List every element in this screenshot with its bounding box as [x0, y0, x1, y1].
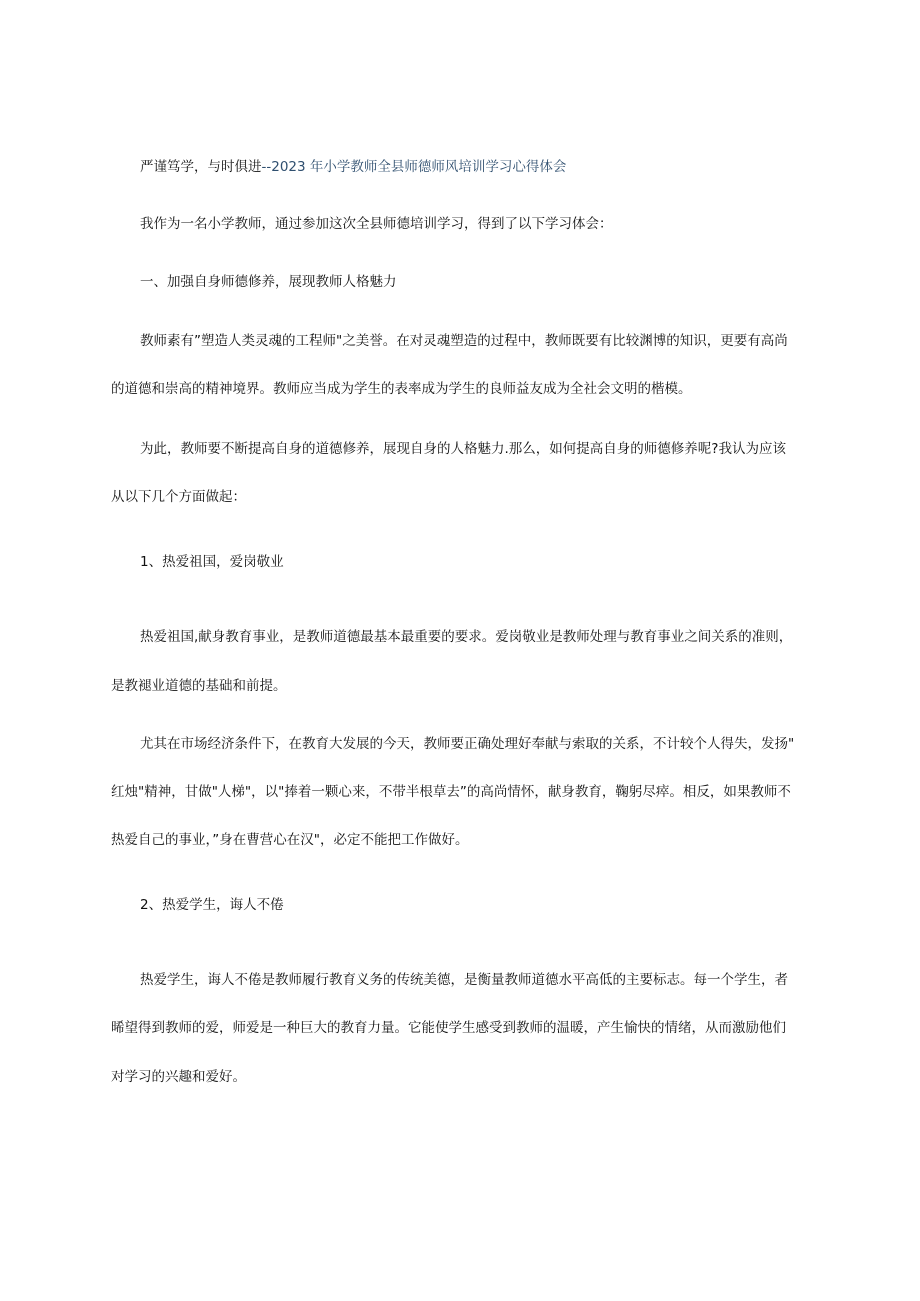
- paragraph-4-line-2: 红烛"精神，甘做"人梯"，以"捧着一颗心来，不带半根草去”的高尚情怀，献身教育，鞠躬尽瘁。相反，如果教师不: [111, 784, 791, 800]
- paragraph-5-line-1: 热爱学生，诲人不倦是教师履行教育义务的传统美德，是衡量教师道德水平高低的主要标志。每一个学生，者: [140, 972, 788, 988]
- paragraph-1-line-1: 教师素有”塑造人类灵魂的工程师"之美誉。在对灵魂塑造的过程中，教师既要有比较渊博的知识，更要有高尚: [140, 333, 788, 349]
- title-prefix: 严谨笃学，与时俱进: [140, 159, 262, 175]
- paragraph-5-line-2: 晞望得到教师的爱，师爱是一种巨大的教育力量。它能使学生感受到教师的温暖，产生愉快的情绪，从而激励他们: [111, 1020, 786, 1036]
- document-title: [140, 157, 566, 177]
- paragraph-5-line-3: 对学习的兴趣和爱好。: [111, 1069, 246, 1085]
- paragraph-1-line-2: 的道德和崇高的精神境界。教师应当成为学生的表率成为学生的良师益友成为全社会文明的楷模。: [111, 381, 692, 397]
- title-suffix: --2023 年小学教师全县师德师风培训学习心得体会: [261, 159, 567, 175]
- paragraph-4-line-3: 热爱自己的事业，”身在曹营心在汉"，必定不能把工作做好。: [111, 832, 469, 848]
- paragraph-2-line-2: 从以下几个方面做起：: [111, 489, 246, 505]
- section-heading-1: 一、加强自身师德修养，展现教师人格魅力: [140, 274, 397, 290]
- intro-paragraph: 我作为一名小学教师，通过参加这次全县师德培训学习，得到了以下学习体会：: [140, 216, 613, 232]
- paragraph-4-line-1: 尤其在市场经济条件下，在教育大发展的今天，教师要正确处理好奉献与索取的关系，不计较个人得失，发扬": [140, 736, 795, 752]
- paragraph-2-line-1: 为此，教师要不断提高自身的道德修养，展现自身的人格魅力.那么，如何提高自身的师德修养呢?我认为应该: [140, 441, 786, 457]
- paragraph-3-line-1: 热爱祖国,献身教育事业，是教师道德最基本最重要的要求。爱岗敬业是教师处理与教育事业之间关系的准则，: [140, 629, 793, 645]
- subheading-2: 2、热爱学生，诲人不倦: [140, 897, 284, 913]
- paragraph-3-line-2: 是教褪业道德的基础和前提。: [111, 678, 287, 694]
- subheading-1: 1、热爱祖国，爱岗敬业: [140, 554, 284, 570]
